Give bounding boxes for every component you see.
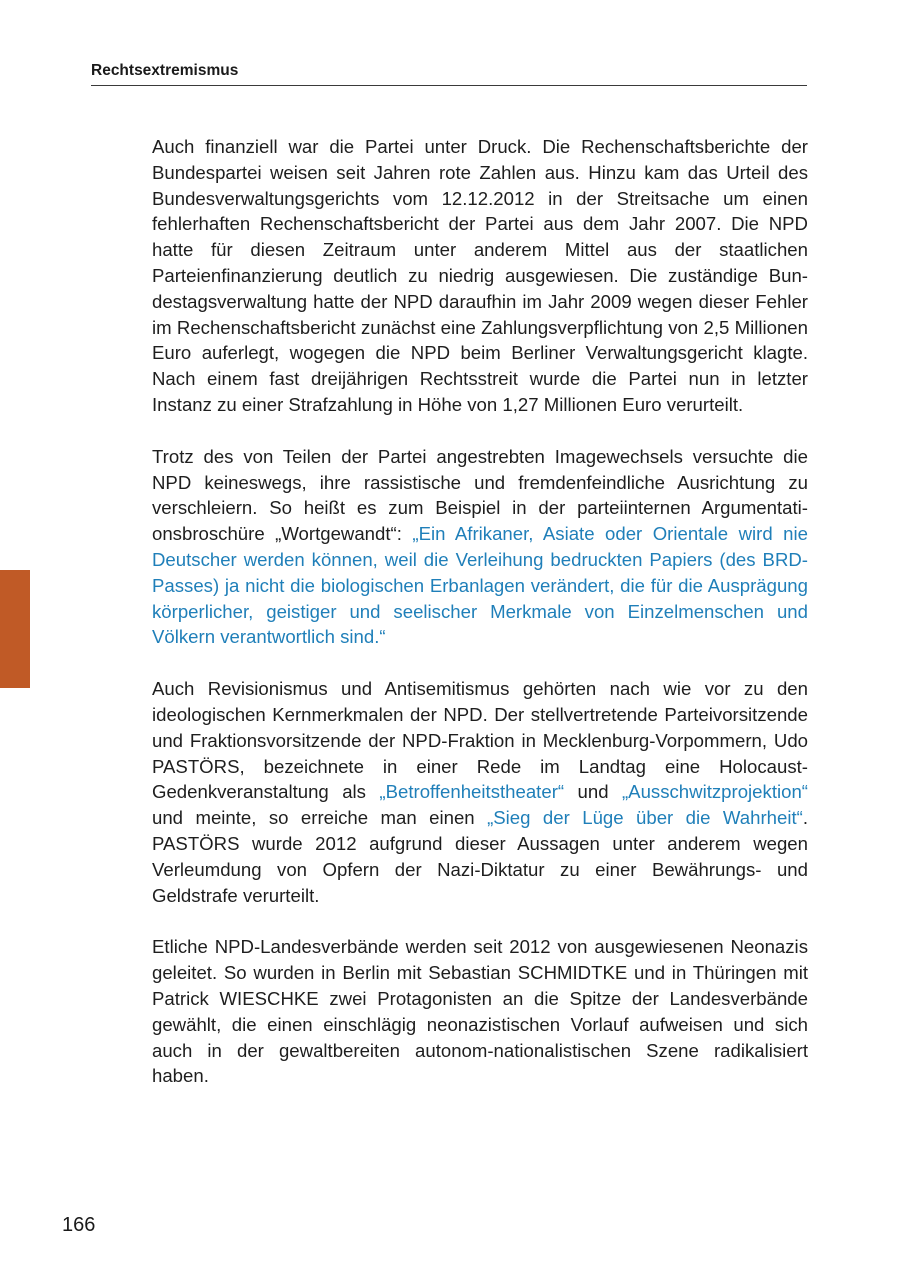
quote-auschwitzprojektion: „Ausschwitzprojektion“ — [621, 781, 808, 803]
chapter-side-tab — [0, 570, 30, 688]
paragraph-revisionism-part-c: und meinte, so erreiche man einen — [152, 807, 488, 829]
running-head-title: Rechtsextremismus — [91, 62, 807, 86]
quote-wortgewandt: „Ein Afrikaner, Asiate oder Orientale wird nie Deutscher werden können, weil die Verleihung bedruckten Papiers (des BRD-Passes) ja nicht die biologischen Erbanlagen verändert, die für die Ausprägung körperlicher, geistiger und seelischer Merkmale von Einzelmenschen und Völkern verantwortlich sind.“ — [152, 523, 808, 648]
page-number: 166 — [62, 1214, 96, 1236]
paragraph-revisionism — [152, 676, 808, 908]
paragraph-finances: Auch finanziell war die Partei unter Druck. Die Rechenschaftsberichte der Bundespartei weisen seit Jahren rote Zahlen aus. Hinzu kam das Urteil des Bundesverwaltungsgerichts vom 12.12.2012 in der Streitsache um einen fehlerhaften Rechenschaftsbericht der Partei aus dem Jahr 2007. Die NPD hatte für diesen Zeitraum unter anderem Mittel aus der staatlichen Parteienfinanzierung deutlich zu niedrig ausgewiesen. Die zuständige Bundestagsverwaltung hatte der NPD daraufhin im Jahr 2009 wegen dieser Fehler im Rechenschaftsbericht zunächst eine Zahlungsverpflichtung von 2,5 Millionen Euro auferlegt, wogegen die NPD beim Berliner Verwaltungsgericht klagte. Nach einem fast dreijährigen Rechtsstreit wurde die Partei nun in letzter Instanz zu einer Strafzahlung in Höhe von 1,27 Millionen Euro verurteilt. — [152, 136, 808, 415]
paragraph-racism-intro: Trotz des von Teilen der Partei angestrebten Imagewechsels versuchte die NPD keineswegs, ihre rassistische und fremdenfeindliche Ausrichtung zu verschleiern. So heißt es zum Beispiel in der parteiinternen Argumentationsbroschüre „Wortgewandt“: — [152, 445, 808, 545]
paragraph-revisionism-part-b: und — [564, 781, 622, 803]
quote-sieg-der-luege: „Sieg der Lüge über die Wahrheit“ — [487, 807, 803, 829]
body-text — [152, 134, 808, 1115]
paragraph-revisionism-part-d: . PASTÖRS wurde 2012 aufgrund dieser Aussagen unter anderem wegen Verleumdung von Opfern der Nazi-Diktatur zu einer Bewährungs- und Geldstrafe verurteilt. — [152, 807, 808, 906]
paragraph-state-associations: Etliche NPD-Landesverbände werden seit 2012 von ausgewiesenen Neonazis geleitet. So wurden in Berlin mit Sebastian SCHMIDTKE und in Thüringen mit Patrick WIESCHKE zwei Protagonisten an die Spitze der Landesverbände gewählt, die einen einschlägig neonazistischen Vorlauf aufweisen und sich auch in der gewaltbereiten autonom-nationalistischen Szene radikalisiert haben. — [152, 936, 808, 1087]
quote-betroffenheitstheater: „Betroffenheitstheater“ — [379, 781, 565, 803]
paragraph-racism — [152, 444, 808, 650]
paragraph-revisionism-part-a: Auch Revisionismus und Antisemitismus gehörten nach wie vor zu den ideologischen Kernmerkmalen der NPD. Der stellvertretende Parteivorsitzende und Fraktionsvorsitzende der NPD-Fraktion in Mecklenburg-Vorpommern, Udo PASTÖRS, bezeichnete in einer Rede im Landtag eine Holocaust-Gedenkveranstaltung als — [152, 678, 808, 803]
